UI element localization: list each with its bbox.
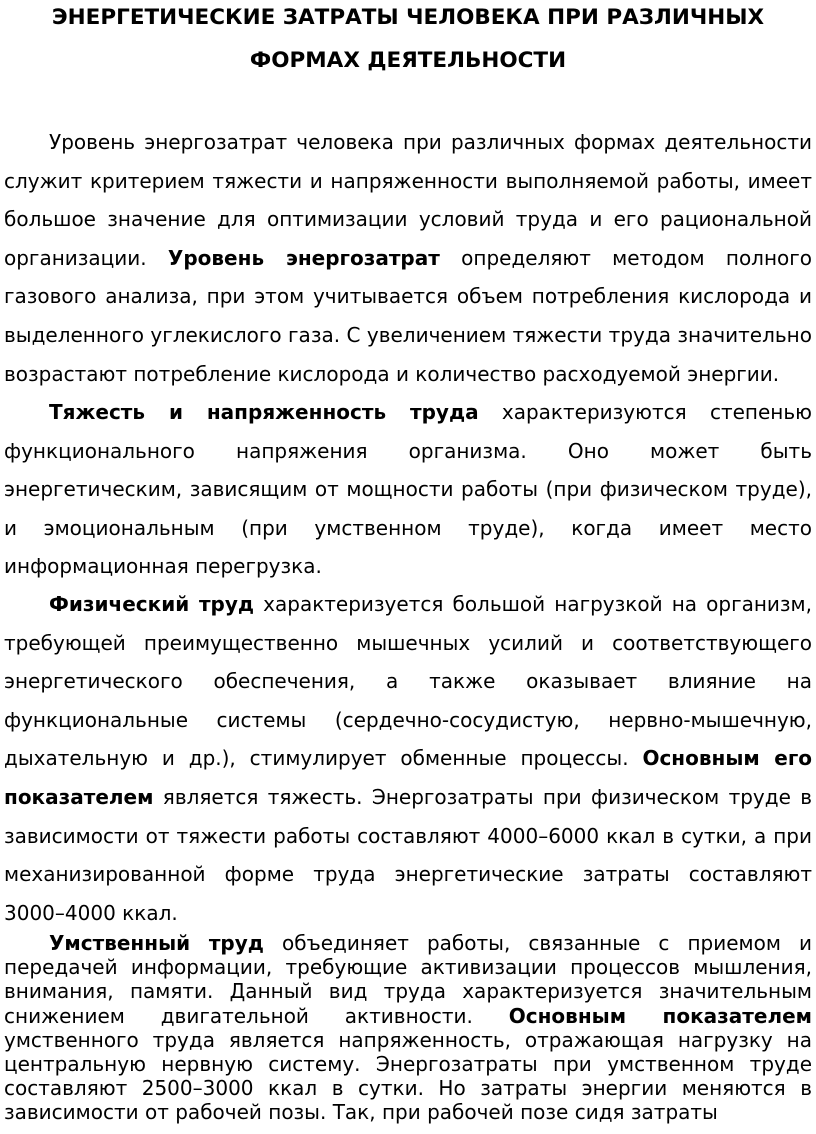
paragraph-line: требующей преимущественно мышечных усилий и соответствующего — [4, 630, 812, 655]
bold-term: Физический труд — [49, 592, 255, 616]
paragraph-line: функциональные системы (сердечно-сосудистую, нервно-мышечную, — [4, 707, 812, 732]
paragraph-line: информационная перегрузка. — [4, 554, 322, 579]
paragraph-line: Тяжесть и напряженность труда характеризуются степенью — [49, 400, 812, 424]
paragraph-line: возрастают потребление кислорода и количество расходуемой энергии. — [4, 361, 780, 386]
paragraph-severity-intensity — [4, 393, 812, 586]
paragraph-line: составляют 2500–3000 ккал в сутки. Но затраты энергии меняются в — [4, 1076, 812, 1101]
paragraph-line: функционального напряжения организма. Оно может быть — [4, 438, 812, 463]
paragraph-line: снижением двигательной активности. Основным показателем — [4, 1003, 813, 1028]
paragraph-line: зависимости от тяжести работы составляют 4000–6000 ккал в сутки, а при — [4, 823, 812, 848]
paragraph-line: дыхательную и др.), стимулирует обменные процессы. Основным его — [4, 746, 813, 771]
paragraph-line: умственного труда является напряженность, отражающая нагрузку на — [4, 1027, 812, 1052]
paragraph-line: центральную нервную систему. Энергозатраты при умственном труде — [4, 1052, 812, 1077]
paragraph-line: большое значение для оптимизации условий труда и его рациональной — [4, 207, 812, 232]
paragraph-mental-labor — [4, 931, 812, 1125]
paragraph-line: энергетического обеспечения, а также оказывает влияние на — [4, 669, 812, 694]
paragraph-line: выделенного углекислого газа. С увеличением тяжести труда значительно — [4, 322, 812, 347]
paragraph-line: зависимости от рабочей позы. Так, при рабочей позе сидя затраты — [4, 1100, 718, 1125]
bold-term: Умственный труд — [49, 931, 264, 955]
paragraph-line: газового анализа, при этом учитывается объем потребления кислорода и — [4, 284, 812, 309]
paragraph-line: Умственный труд объединяет работы, связанные с приемом и — [49, 931, 813, 955]
bold-term: Основным его — [642, 746, 813, 771]
paragraph-line: передачей информации, требующие активизации процессов мышления, — [4, 955, 812, 980]
paragraph-energy-level — [4, 123, 812, 393]
paragraph-line: 3000–4000 ккал. — [4, 900, 178, 925]
bold-term: Тяжесть и напряженность труда — [49, 400, 479, 424]
paragraph-line: показателем является тяжесть. Энергозатраты при физическом труде в — [4, 784, 812, 809]
paragraph-line: и эмоциональным (при умственном труде), когда имеет место — [4, 515, 812, 540]
document-title-line-1: ЭНЕРГЕТИЧЕСКИЕ ЗАТРАТЫ ЧЕЛОВЕКА ПРИ РАЗЛИЧНЫХ — [51, 5, 765, 30]
bold-term: показателем — [4, 784, 154, 809]
paragraph-line: Уровень энергозатрат человека при различных формах деятельности — [49, 130, 812, 154]
bold-term: Основным показателем — [508, 1003, 813, 1028]
bold-term: Уровень энергозатрат — [167, 245, 440, 270]
paragraph-line: Физический труд характеризуется большой нагрузкой на организм, — [49, 592, 812, 616]
document-title-line-2: ФОРМАХ ДЕЯТЕЛЬНОСТИ — [249, 48, 567, 73]
paragraph-line: организации. Уровень энергозатрат определяют методом полного — [4, 245, 813, 270]
paragraph-line: служит критерием тяжести и напряженности выполняемой работы, имеет — [4, 168, 812, 193]
paragraph-line: механизированной форме труда энергетические затраты составляют — [4, 862, 812, 887]
paragraph-line: внимания, памяти. Данный вид труда характеризуется значительным — [4, 979, 812, 1004]
paragraph-physical-labor — [4, 585, 812, 932]
paragraph-line: энергетическим, зависящим от мощности работы (при физическом труде), — [4, 477, 812, 502]
